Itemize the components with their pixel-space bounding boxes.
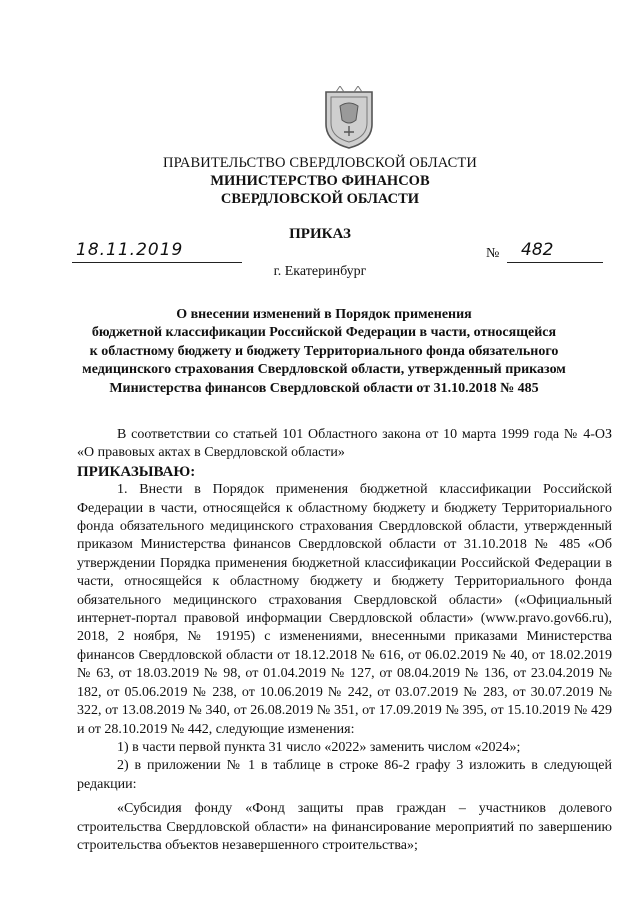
document-subject [70,306,578,398]
preamble-paragraph: В соответствии со статьей 101 Областного закона от 10 марта 1999 года № 4-ОЗ «О правовых актах в Свердловской области» [77,427,612,461]
item-1-paragraph: 1. Внести в Порядок применения бюджетной классификации Российской Федерации в части, относящейся к областному бюджету и бюджету Территориального фонда обязательного медицинского страхования Свердловской области, утвержденный приказом Министерства финансов Свердловской области от 31.10.2018 № 485 «Об утверждении Порядка применения бюджетной классификации Российской Федерации в части, относящейся к областному бюджету и бюджету Территориального фонда обязательного медицинского страхования Свердловской области» («Официальный интернет-портал правовой информации Свердловской области» (www.pravo.gov66.ru), 2018, 2 ноября, № 19195) с изменениями, внесенными приказами Министерства финансов Свердловской области от 18.12.2018 № 616, от 06.02.2019 № 40, от 18.02.2019 № 63, от 18.03.2019 № 98, от 01.04.2019 № 127, от 08.04.2019 № 136, от 23.04.2019 № 182, от 05.06.2019 № 238, от 10.06.2019 № 242, от 03.07.2019 № 283, от 30.07.2019 № 322, от 13.08.2019 № 340, от 26.08.2019 № 351, от 17.09.2019 № 395, от 15.10.2019 № 429 и от 28.10.2019 № 442, следующие изменения: [77,482,612,737]
header-government: ПРАВИТЕЛЬСТВО СВЕРДЛОВСКОЙ ОБЛАСТИ [163,155,477,171]
quote-paragraph: «Субсидия фонду «Фонд защиты прав граждан – участников долевого строительства Свердловской области» на финансирование мероприятий по завершению строительства объектов незавершенного строительства»; [77,801,612,853]
subitem-2-paragraph: 2) в приложении № 1 в таблице в строке 86-2 графу 3 изложить в следующей редакции: [77,758,612,792]
header-ministry: МИНИСТЕРСТВО ФИНАНСОВ [210,173,430,189]
subject-line: бюджетной классификации Российской Федерации в части, относящейся [91,325,557,341]
number-handwritten: 482 [521,240,554,260]
coat-of-arms-emblem [322,86,376,150]
order-word: ПРИКАЗЫВАЮ: [77,463,196,480]
date-field [72,240,242,263]
document-body [77,426,612,855]
subject-line: медицинского страхования Свердловской области, утвержденный приказом [82,362,566,378]
city-line: г. Екатеринбург [273,264,367,279]
number-field [507,240,603,263]
subject-line: О внесении изменений в Порядок применения [176,307,472,322]
subject-line: к областному бюджету и бюджету Территориального фонда обязательного [89,343,559,359]
number-label: № [486,246,500,261]
header-region: СВЕРДЛОВСКОЙ ОБЛАСТИ [220,191,420,207]
subitem-1-paragraph: 1) в части первой пункта 31 число «2022» заменить числом «2024»; [117,739,521,755]
date-handwritten: 18.11.2019 [76,240,184,260]
subject-line: Министерства финансов Свердловской области от 31.10.2018 № 485 [109,380,539,396]
document-type: ПРИКАЗ [289,226,351,242]
